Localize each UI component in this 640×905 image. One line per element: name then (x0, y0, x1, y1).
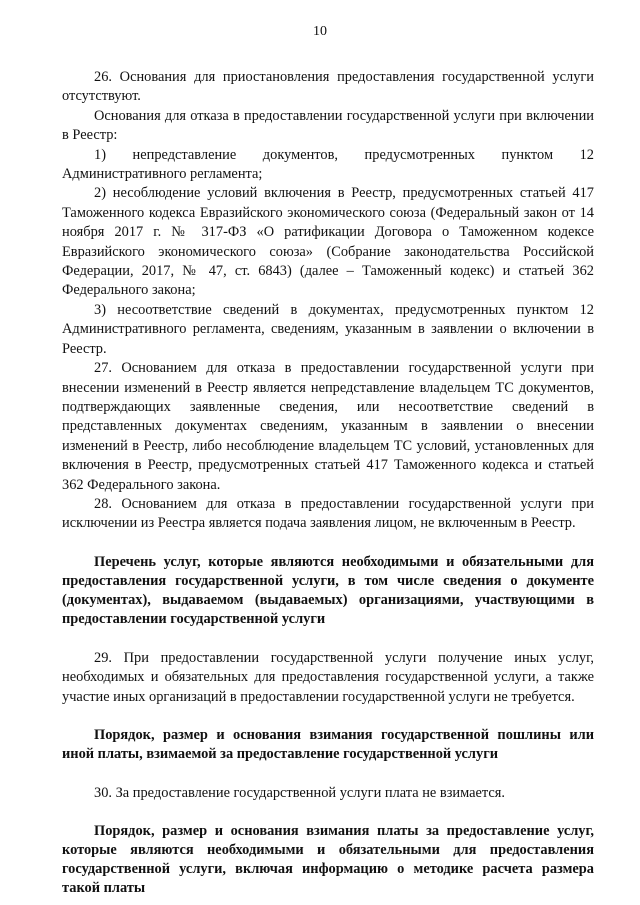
paragraph-29: 29. При предоставлении государственной услуги получение иных услуг, необходимых и обязательных для предоставления государственной услуги, а также участие иных организаций в предоставлении государственной услуги не требуется. (62, 649, 594, 705)
refusal-ground-2: 2) несоблюдение условий включения в Реестр, предусмотренных статьей 417 Таможенного кодекса Евразийского экономического союза (Федеральный закон от 14 ноября 2017 г. № 317-ФЗ «О ратификации Договора о Таможенном кодексе Евразийского экономического союза» (Собрание законодательства Российской Федерации, 2017, № 47, ст. 6843) (далее – Таможенный кодекс) и статьей 362 Федерального закона; (62, 185, 594, 299)
paragraph-27: 27. Основанием для отказа в предоставлении государственной услуги при внесении изменений в Реестр является непредставление владельцем ТС документов, подтверждающих заявленные сведения, или несоответствие сведений в представленных документах сведениям, указанным в заявлении о внесении изменений в Реестр, либо несоблюдение владельцем ТС условий, установленных для включения в Реестр, предусмотренных статьей 417 Таможенного кодекса и статьей 362 Федерального закона. (62, 360, 594, 493)
section-heading-state-duty: Порядок, размер и основания взимания государственной пошлины или иной платы, взимаемой за предоставление государственной услуги (62, 726, 594, 762)
page-number: 10 (313, 24, 327, 39)
paragraph-26: 26. Основания для приостановления предоставления государственной услуги отсутствуют. (62, 69, 594, 105)
paragraph-28: 28. Основанием для отказа в предоставлении государственной услуги при исключении из Реестра является подача заявления лицом, не включенным в Реестр. (62, 495, 594, 532)
paragraph-refusal-grounds-intro: Основания для отказа в предоставлении государственной услуги при включении в Реестр: (62, 107, 594, 144)
paragraph-30: 30. За предоставление государственной услуги плата не взимается. (94, 784, 505, 801)
refusal-ground-3: 3) несоответствие сведений в документах, предусмотренных пунктом 12 Административного регламента, сведениям, указанным в заявлении о включении в Реестр. (62, 301, 594, 357)
section-heading-services-list: Перечень услуг, которые являются необходимыми и обязательными для предоставления государственной услуги, в том числе сведения о документе (документах), выдаваемом (выдаваемых) организациями, участвующими в предоставлении государственной услуги (62, 553, 594, 627)
document-body (62, 68, 594, 898)
refusal-ground-1: 1) непредставление документов, предусмотренных пунктом 12 Административного регламента; (62, 146, 594, 183)
section-heading-payment-procedure: Порядок, размер и основания взимания платы за предоставление услуг, которые являются необходимыми и обязательными для предоставления государственной услуги, включая информацию о методике расчета размера такой платы (62, 823, 594, 897)
